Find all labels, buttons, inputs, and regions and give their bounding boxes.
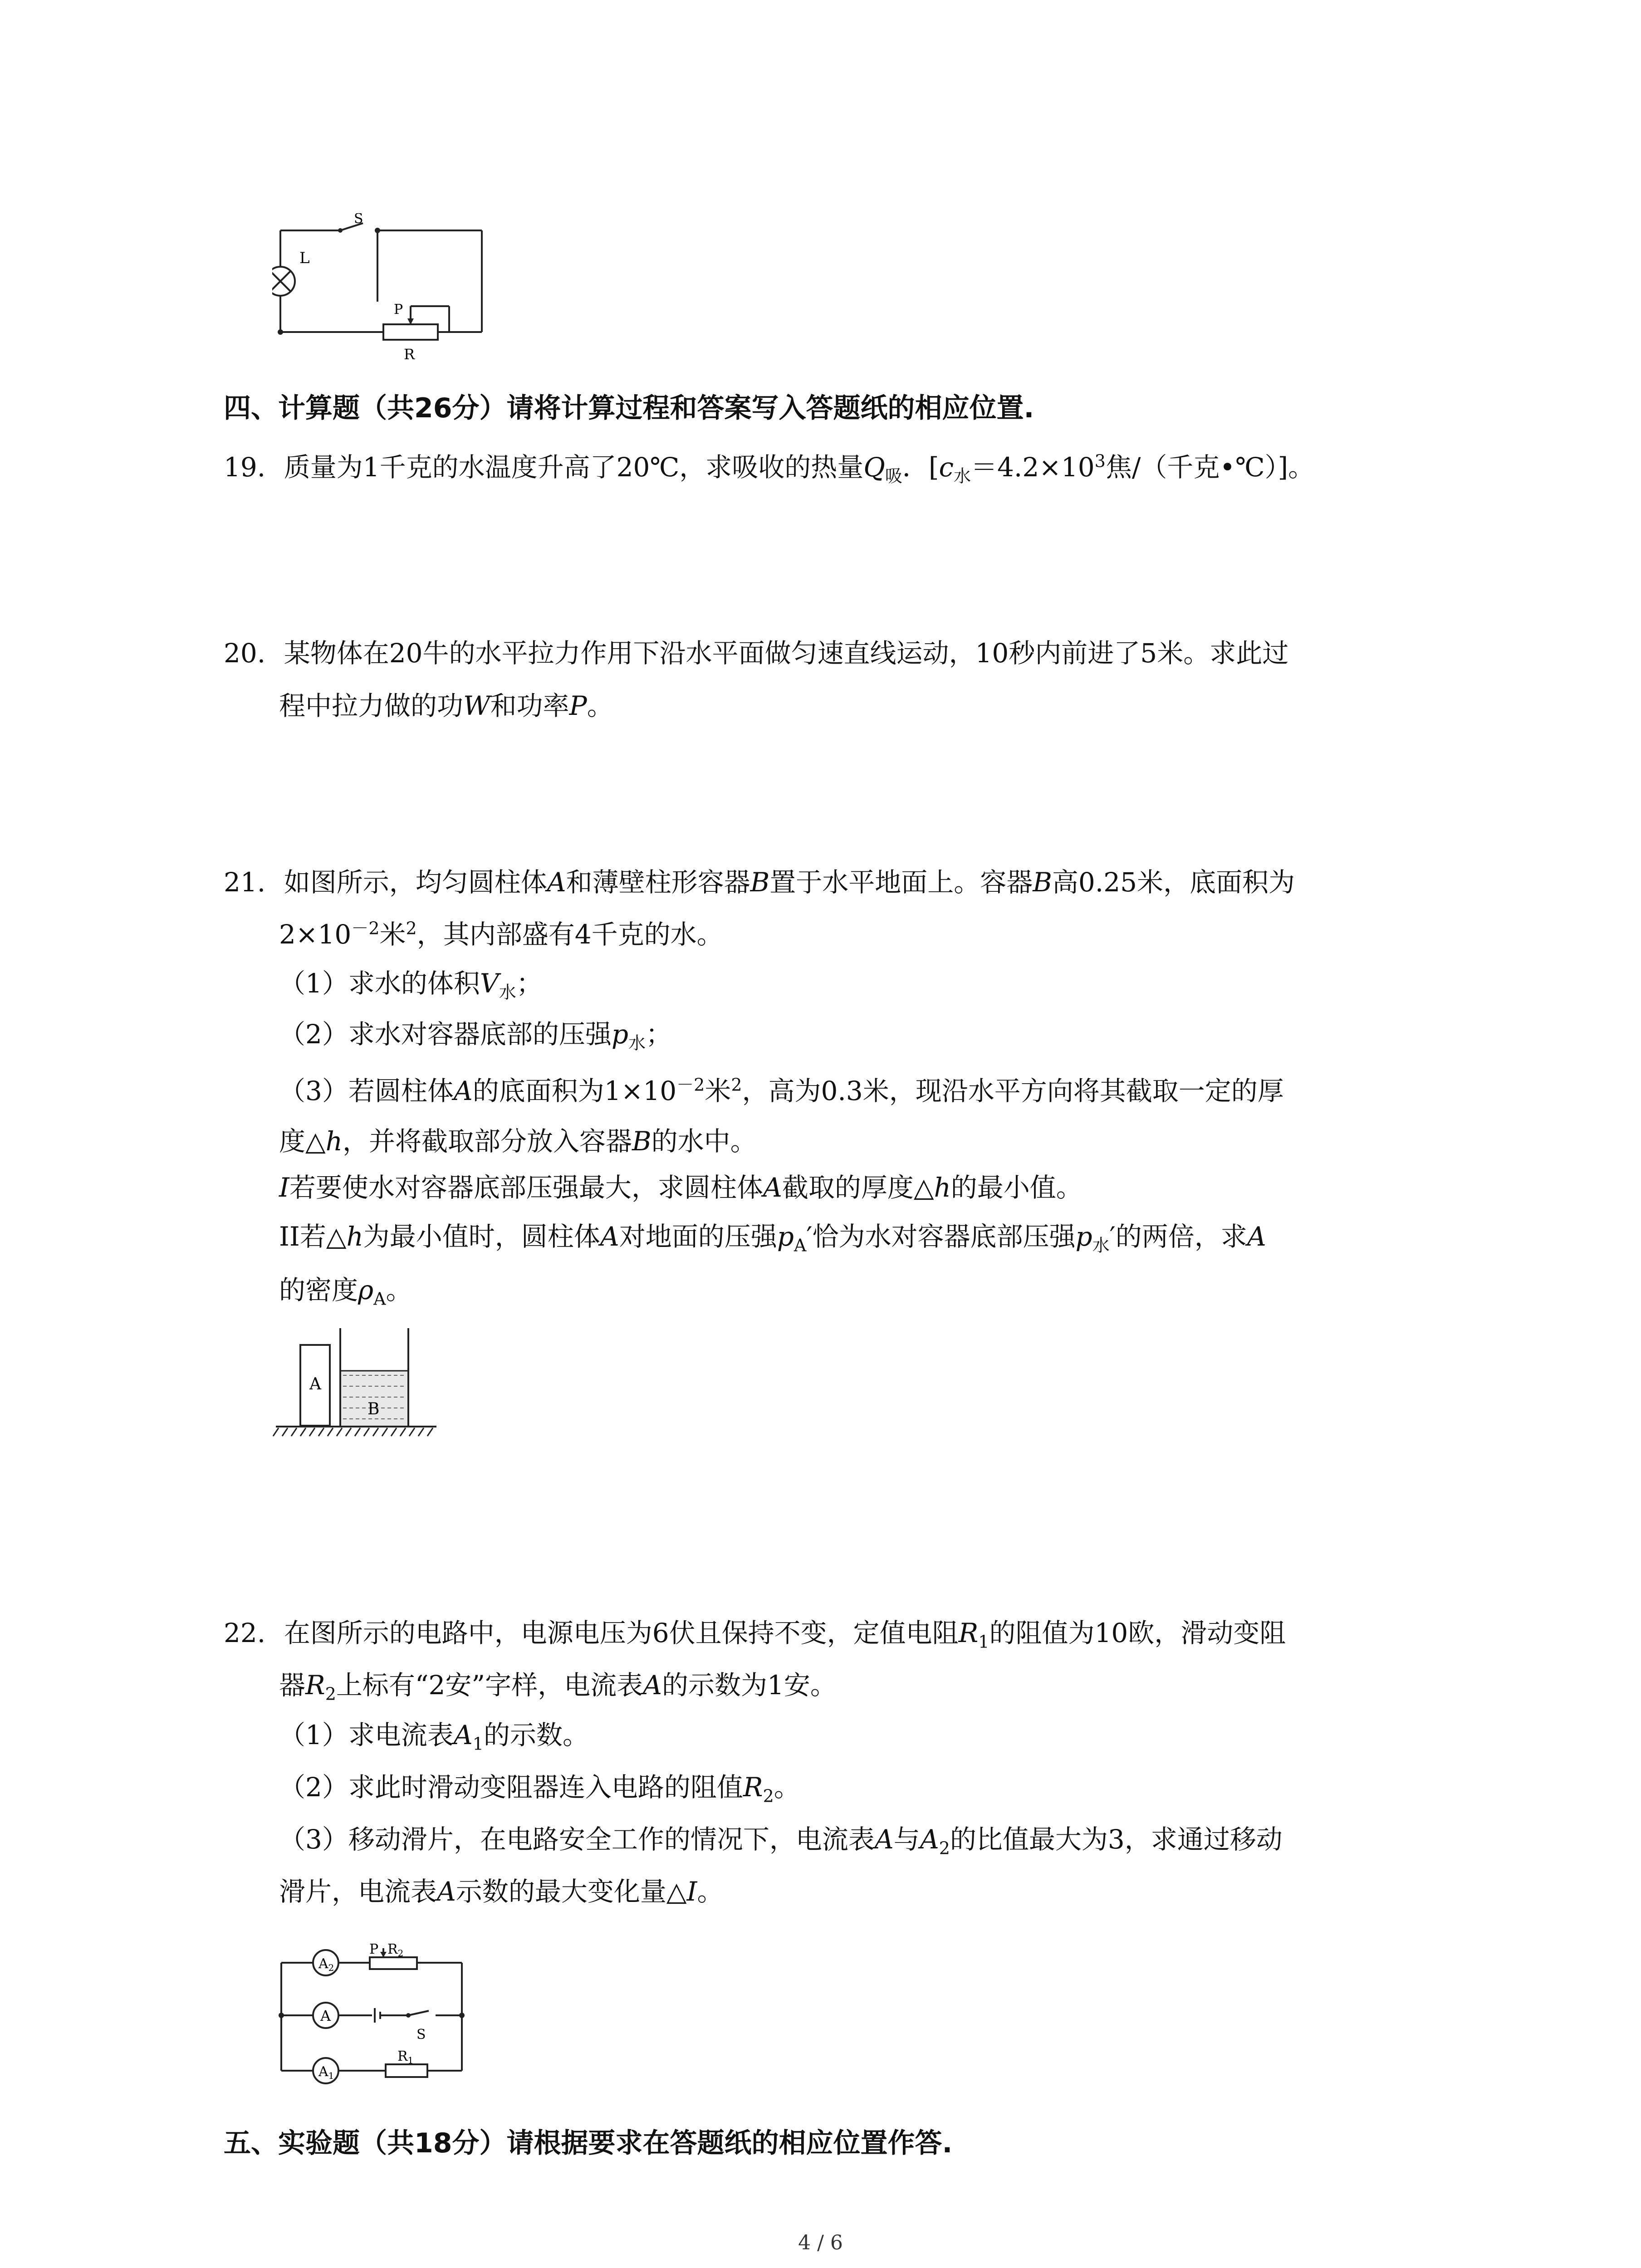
question-22-part-2: （2）求此时滑动变阻器连入电路的阻值$R_2$。 [279, 1772, 800, 1806]
question-21-part-3-line-2: 度△h，并将截取部分放入容器B的水中。 [279, 1126, 757, 1157]
section-4-heading: 四、计算题（共26分）请将计算过程和答案写入答题纸的相应位置. [224, 392, 1034, 424]
parallel-circuit-figure [272, 1935, 485, 2089]
question-21: 21. 如图所示，均匀圆柱体A和薄壁柱形容器B置于水平地面上。容器B高0.25米，底面积为 [224, 867, 1295, 898]
rheostat-label: R [404, 346, 415, 363]
question-number: 21. [224, 867, 266, 898]
container-b-label: B [367, 1400, 380, 1418]
question-20-line-2: 程中拉力做的功W和功率P。 [279, 690, 613, 721]
switch-label: S [354, 213, 363, 227]
slider-p-label: P [369, 1941, 379, 1957]
cylinder-a-label: A [309, 1375, 321, 1393]
question-21-part-3-II-line-2: 的密度$\rho_A$。 [279, 1275, 412, 1309]
question-21-line-2: $2\times 10^{-2}$米$^2$，其内部盛有4千克的水。 [279, 918, 723, 950]
ammeter-a-label: A [320, 2007, 331, 2024]
circuit-figure-lamp-rheostat [272, 213, 490, 367]
lamp-label: L [299, 249, 310, 267]
switch-s-label: S [416, 2027, 426, 2043]
ammeter-a1-label: $A_1$ [318, 2064, 334, 2081]
section-5-heading: 五、实验题（共18分）请根据要求在答题纸的相应位置作答. [224, 2127, 953, 2159]
question-21-part-3-I: I若要使水对容器底部压强最大，求圆柱体A截取的厚度△h的最小值。 [279, 1172, 1083, 1203]
question-21-part-2: （2）求水对容器底部的压强$p_水$； [279, 1019, 672, 1053]
ammeter-a2-label: $A_2$ [318, 1956, 334, 1973]
question-number: 22. [224, 1618, 266, 1648]
question-22-part-1: （1）求电流表$A_1$的示数。 [279, 1720, 589, 1754]
rheostat-r2-label: $R_2$ [387, 1941, 404, 1959]
question-19: 19. 质量为1千克的水温度升高了20℃，求吸收的热量$Q_吸$．[$c_水=4.2\times 10^3$焦/（千克•℃）]。 [224, 451, 1315, 486]
question-number: 19. [224, 452, 266, 483]
question-22: 22. 在图所示的电路中，电源电压为6伏且保持不变，定值电阻$R_1$的阻值为10欧，滑动变阻 [224, 1618, 1286, 1652]
cylinder-container-figure [272, 1325, 440, 1442]
question-21-part-3: （3）若圆柱体A的底面积为$1\times 10^{-2}$米$^2$，高为0.3米，现沿水平方向将其截取一定的厚 [279, 1075, 1284, 1106]
question-21-part-3-II: II若△h为最小值时，圆柱体A对地面的压强$p_A'$恰为水对容器底部压强$p_水'$的两倍，求A [279, 1221, 1266, 1256]
question-22-part-3: （3）移动滑片，在电路安全工作的情况下，电流表A与$A_2$的比值最大为3，求通过移动 [279, 1824, 1283, 1858]
slider-label: P [394, 302, 403, 318]
question-21-part-1: （1）求水的体积$V_水$； [279, 968, 543, 1002]
page-number: 4 / 6 [798, 2231, 843, 2254]
question-22-line-2: 器$R_2$上标有“2安”字样，电流表A的示数为1安。 [279, 1670, 837, 1704]
resistor-r1-label: $R_1$ [397, 2048, 414, 2066]
question-number: 20. [224, 638, 266, 669]
question-20: 20. 某物体在20牛的水平拉力作用下沿水平面做匀速直线运动，10秒内前进了5米。求此过 [224, 638, 1289, 669]
question-22-part-3-line-2: 滑片，电流表A示数的最大变化量△I。 [279, 1876, 724, 1907]
